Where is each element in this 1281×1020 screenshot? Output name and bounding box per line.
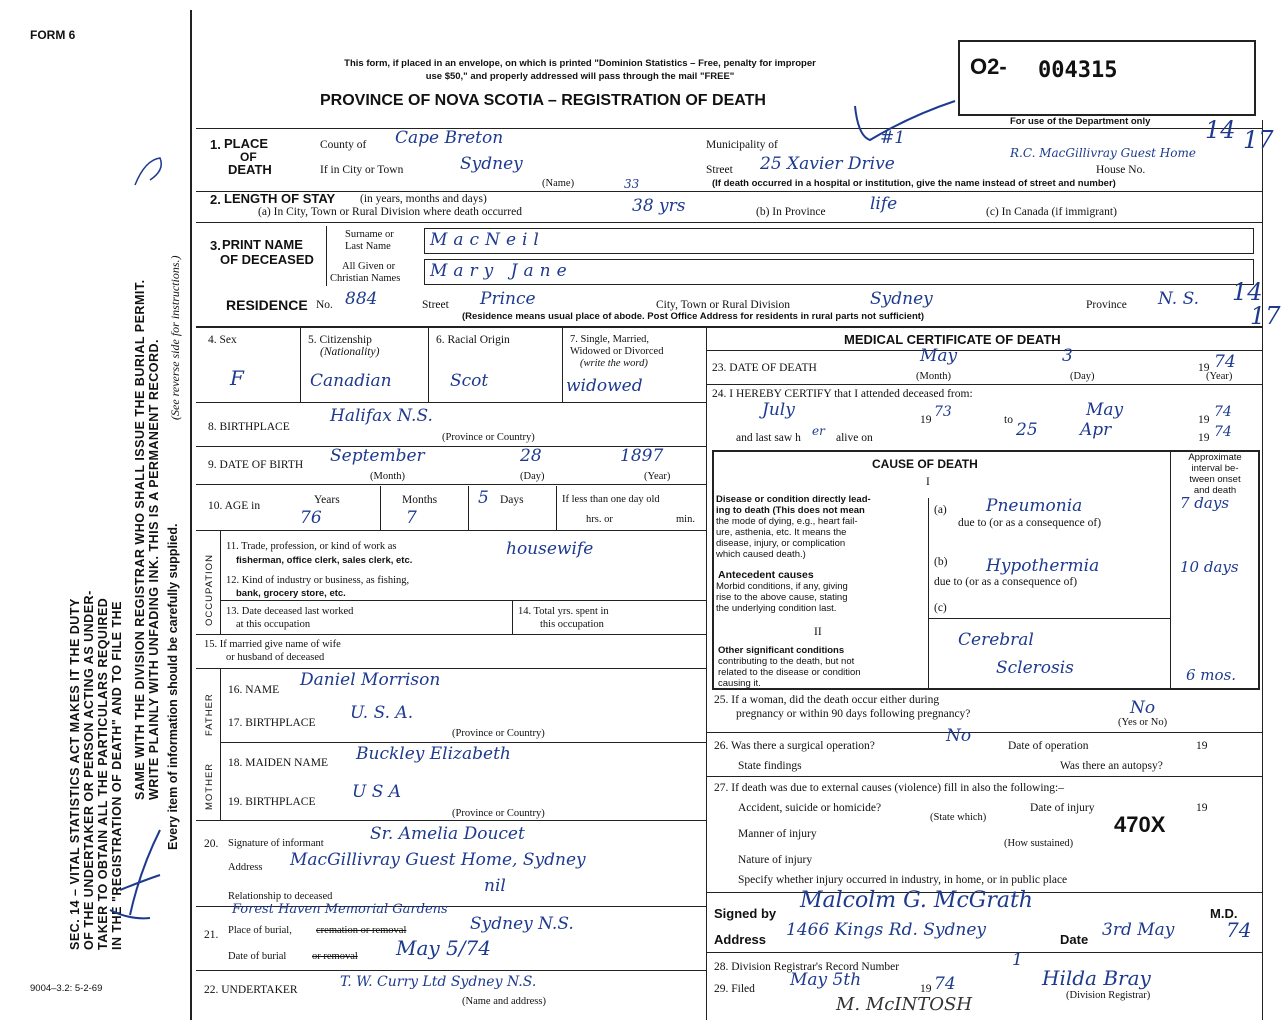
res-no-value: 884 xyxy=(345,289,378,309)
stay-correction: 33 xyxy=(624,177,640,191)
disease-label: the mode of dying, e.g., heart fail- xyxy=(716,516,858,527)
of-deceased-label: OF DECEASED xyxy=(220,252,314,267)
mother-label: MOTHER xyxy=(204,762,215,810)
cremation-label: cremation or removal xyxy=(316,925,407,936)
bottom-name: M. McINTOSH xyxy=(836,994,973,1015)
burial-label: Place of burial, xyxy=(228,925,292,936)
page-title: PROVINCE OF NOVA SCOTIA – REGISTRATION OF DEATH xyxy=(320,92,766,109)
total-label2: this occupation xyxy=(540,619,604,630)
last-worked-label: 13. Date deceased last worked xyxy=(226,606,354,617)
last-year: 74 xyxy=(1214,424,1232,440)
item-number: 2. xyxy=(210,192,221,207)
divider xyxy=(196,191,1262,192)
divider xyxy=(706,776,1262,777)
pregnancy-label2: pregnancy or within 90 days following pregnancy? xyxy=(736,708,971,720)
last-worked-label2: at this occupation xyxy=(236,619,311,630)
caption: (Year) xyxy=(1206,371,1233,382)
margin-initials-mark xyxy=(130,150,170,190)
father-label: FATHER xyxy=(204,693,215,736)
age-months: 7 xyxy=(406,508,417,528)
margin-line3: TAKER TO OBTAIN ALL THE PARTICULARS REQUIRED xyxy=(96,597,110,950)
last-saw-label: and last saw h xyxy=(736,432,801,444)
death-day: 3 xyxy=(1062,346,1073,366)
municipality-label: Municipality of xyxy=(706,139,778,151)
res-street-value: Prince xyxy=(480,289,536,309)
house-label: House No. xyxy=(1096,164,1146,176)
in-city-label: (a) In City, Town or Rural Division where death occurred xyxy=(258,206,522,218)
operation-date-label: Date of operation xyxy=(1008,740,1089,752)
right-border xyxy=(1262,120,1263,1020)
citizenship-label: 5. Citizenship xyxy=(308,334,372,346)
divider xyxy=(196,128,1262,129)
informant-address-value: MacGillivray Guest Home, Sydney xyxy=(290,850,586,870)
caption: (Month) xyxy=(370,471,405,482)
from-month: July xyxy=(762,400,795,420)
surgical-label: 26. Was there a surgical operation? xyxy=(714,740,875,752)
res-province-label: Province xyxy=(1086,299,1127,311)
death-year: 74 xyxy=(1214,352,1236,372)
margin-line2: OF THE UNDERTAKER OR PERSON ACTING AS UNDER- xyxy=(82,590,96,950)
him-her-value: er xyxy=(812,424,825,438)
relationship-value: nil xyxy=(484,876,506,896)
industry-label2: bank, grocery store, etc. xyxy=(236,588,346,599)
other-a-value: Cerebral xyxy=(958,630,1034,650)
nineteen: 19 xyxy=(920,983,932,995)
birthplace-label: 8. BIRTHPLACE xyxy=(208,421,290,433)
age-years: 76 xyxy=(300,508,322,528)
surname-value: MacNeil xyxy=(430,230,545,250)
other-label: contributing to the death, but not xyxy=(718,656,855,667)
disease-label: Disease or condition directly lead- xyxy=(716,494,871,505)
divider xyxy=(196,970,706,971)
informant-address-label: Address xyxy=(228,862,263,873)
antecedent-text: Morbid conditions, if any, giving xyxy=(716,581,848,592)
divider xyxy=(300,326,301,402)
divider xyxy=(220,668,221,820)
caption: (Year) xyxy=(644,471,671,482)
disease-label: ure, asthenia, etc. It means the xyxy=(716,527,847,538)
divider xyxy=(1170,450,1171,690)
to-month: May xyxy=(1086,400,1124,420)
divider xyxy=(220,600,706,601)
sign-year-value: 74 xyxy=(1226,918,1252,942)
findings-label: State findings xyxy=(738,760,802,772)
nineteen: 19 xyxy=(1198,414,1210,426)
antecedent-text: rise to the above cause, stating xyxy=(716,592,848,603)
divider xyxy=(512,600,513,634)
item-number: 21. xyxy=(204,929,219,941)
cause-title: CAUSE OF DEATH xyxy=(872,457,978,471)
coding-value: 470X xyxy=(1114,812,1166,837)
divider xyxy=(556,486,557,530)
burial-date-label: Date of burial xyxy=(228,951,287,962)
father-birthplace-value: U. S. A. xyxy=(350,703,414,723)
occupation-value: housewife xyxy=(506,539,594,559)
column-divider xyxy=(706,326,707,1020)
res-province-value: N. S. xyxy=(1158,289,1200,309)
manner-label: Manner of injury xyxy=(738,828,817,840)
burial-place-value: Sydney N.S. xyxy=(470,914,574,934)
interval-a-value: 7 days xyxy=(1180,494,1230,512)
res-note: (Residence means usual place of abode. Post Office Address for residents in rural parts not sufficient) xyxy=(462,311,925,322)
autopsy-label: Was there an autopsy? xyxy=(1060,760,1163,772)
mother-maiden-label: 18. MAIDEN NAME xyxy=(228,757,328,769)
cause-a-value: Pneumonia xyxy=(986,496,1083,516)
sign-date-label: Date xyxy=(1060,932,1089,947)
min-label: min. xyxy=(676,514,695,525)
city-label: If in City or Town xyxy=(320,164,404,176)
in-province-label: (b) In Province xyxy=(756,206,826,218)
margin-line7: Every item of information should be carefully supplied. xyxy=(166,523,180,850)
nineteen: 19 xyxy=(1198,432,1210,444)
undertaker-value: T. W. Curry Ltd Sydney N.S. xyxy=(340,974,537,990)
informant-label: Signature of informant xyxy=(228,838,324,849)
industry-label: 12. Kind of industry or business, as fishing, xyxy=(226,575,410,586)
divider xyxy=(928,498,929,690)
burial-place-top: Forest Haven Memorial Gardens xyxy=(232,902,448,917)
pregnancy-label: 25. If a woman, did the death occur either during xyxy=(714,694,940,706)
caption: (Division Registrar) xyxy=(1066,990,1151,1001)
margin-line1: SEC. 14 – VITAL STATISTICS ACT MAKES IT THE DUTY xyxy=(68,598,82,950)
from-year: 73 xyxy=(934,404,952,420)
roman-2: II xyxy=(814,626,822,638)
age-label: 10. AGE in xyxy=(208,500,261,512)
surname-label2: Last Name xyxy=(345,241,391,252)
marital-label: 7. Single, Married, xyxy=(570,334,650,345)
divider xyxy=(196,820,706,821)
divider xyxy=(928,618,1170,619)
street-value: 25 Xavier Drive xyxy=(760,154,895,174)
divider xyxy=(706,384,1262,385)
certify-label: 24. I HEREBY CERTIFY that I attended deceased from: xyxy=(712,388,973,400)
nature-label: Nature of injury xyxy=(738,854,813,866)
stay-province-value: life xyxy=(870,194,898,214)
divider xyxy=(706,952,1262,953)
racial-value: Scot xyxy=(450,371,489,391)
street-label: Street xyxy=(706,164,733,176)
mother-maiden-value: Buckley Elizabeth xyxy=(356,744,511,764)
residence-label: RESIDENCE xyxy=(226,297,308,313)
res-city-value: Sydney xyxy=(870,289,933,309)
divider xyxy=(428,326,429,402)
given-value: Mary Jane xyxy=(430,261,573,281)
nineteen: 19 xyxy=(1196,740,1208,752)
months-label: Months xyxy=(402,494,438,506)
record-number-label: 28. Division Registrar's Record Number xyxy=(714,961,900,973)
spouse-label: 15. If married give name of wife xyxy=(204,639,341,650)
surname-label: Surname or xyxy=(345,229,394,240)
father-name-value: Daniel Morrison xyxy=(300,670,441,690)
stay-city-value: 38 yrs xyxy=(632,196,686,216)
informant-value: Sr. Amelia Doucet xyxy=(370,824,525,844)
burial-date-value: May 5/74 xyxy=(396,936,491,960)
cause-c-label: (c) xyxy=(934,602,947,614)
roman-1: I xyxy=(926,476,930,488)
md-label: M.D. xyxy=(1210,906,1238,921)
divider xyxy=(220,530,221,634)
to-label: to xyxy=(1004,414,1013,426)
divider xyxy=(196,484,706,485)
trade-label2: fisherman, office clerk, sales clerk, etc. xyxy=(236,555,413,566)
due-to-label: due to (or as a consequence of) xyxy=(934,576,1078,588)
name-caption: (Name) xyxy=(542,178,575,189)
medical-cert-title: MEDICAL CERTIFICATE OF DEATH xyxy=(844,332,1061,347)
less-than-label: If less than one day old xyxy=(562,494,660,505)
pregnancy-value: No xyxy=(1130,698,1156,718)
notice-line1: This form, if placed in an envelope, on which is printed "Dominion Statistics – Free, penalty for improper xyxy=(344,58,816,69)
interval-b-value: 10 days xyxy=(1180,558,1239,576)
margin-note: 17 xyxy=(1243,126,1274,154)
divider xyxy=(196,530,706,531)
marital-label2: Widowed or Divorced xyxy=(570,346,664,357)
age-days: 5 xyxy=(478,488,489,508)
citizenship-value: Canadian xyxy=(310,371,392,391)
margin-note: 14 xyxy=(1205,116,1236,144)
dob-month: September xyxy=(330,446,425,466)
margin-line5: SAME WITH THE DIVISION REGISTRAR WHO SHALL ISSUE THE BURIAL PERMIT. xyxy=(133,279,147,800)
other-interval-value: 6 mos. xyxy=(1186,666,1237,684)
margin-note: 17 xyxy=(1250,302,1281,330)
interval-line: interval be- xyxy=(1191,463,1239,474)
father-birthplace-label: 17. BIRTHPLACE xyxy=(228,717,316,729)
dob-year: 1897 xyxy=(620,446,664,466)
divider xyxy=(380,486,381,530)
surname-boxes xyxy=(424,228,1254,254)
caption: (Province or Country) xyxy=(452,728,545,739)
to-year: 74 xyxy=(1214,404,1232,420)
divider xyxy=(706,350,1262,351)
res-street-label: Street xyxy=(422,299,449,311)
divider xyxy=(562,326,563,402)
margin-line4: IN THE "REGISTRATION OF DEATH" AND TO FILE THE xyxy=(110,601,124,950)
caption: (Province or Country) xyxy=(452,808,545,819)
interval-header xyxy=(1172,452,1258,496)
years-label: Years xyxy=(314,494,340,506)
caption: (Name and address) xyxy=(462,996,546,1007)
item-number: 20. xyxy=(204,838,219,850)
signed-by-label: Signed by xyxy=(714,906,777,921)
reg-prefix: O2- xyxy=(970,54,1007,79)
nineteen: 19 xyxy=(920,414,932,426)
caption: (Day) xyxy=(1070,371,1095,382)
res-no-label: No. xyxy=(316,299,333,311)
sex-label: 4. Sex xyxy=(208,334,237,346)
caption: (Day) xyxy=(520,471,545,482)
divider xyxy=(196,326,1262,328)
mother-birthplace-value: U S A xyxy=(352,782,402,802)
res-city-label: City, Town or Rural Division xyxy=(656,299,791,311)
sign-date-value: 3rd May xyxy=(1102,920,1175,940)
check-mark xyxy=(850,96,960,146)
in-canada-label: (c) In Canada (if immigrant) xyxy=(986,206,1117,218)
death-month: May xyxy=(920,346,958,366)
filed-label: 29. Filed xyxy=(714,983,755,995)
caption: (Yes or No) xyxy=(1118,717,1168,728)
given-label2: Christian Names xyxy=(330,273,401,284)
injury-date-label: Date of injury xyxy=(1030,802,1095,814)
registrar-signature: Hilda Bray xyxy=(1042,966,1151,990)
death-label: DEATH xyxy=(228,162,272,177)
registration-number-box xyxy=(958,40,1256,116)
divider xyxy=(326,226,327,286)
spouse-label2: or husband of deceased xyxy=(226,652,325,663)
municipality-value: #1 xyxy=(880,128,906,148)
institution-value: R.C. MacGillivray Guest Home xyxy=(1010,146,1196,160)
left-border xyxy=(190,10,192,1020)
divider xyxy=(220,742,706,743)
cause-a-label: (a) xyxy=(934,504,947,516)
mother-birthplace-label: 19. BIRTHPLACE xyxy=(228,796,316,808)
birthplace-value: Halifax N.S. xyxy=(330,406,433,426)
date-death-label: 23. DATE OF DEATH xyxy=(712,362,817,374)
dept-use: For use of the Department only xyxy=(1010,116,1151,127)
occupation-label: OCCUPATION xyxy=(204,554,215,626)
other-label: related to the disease or condition xyxy=(718,667,861,678)
relationship-label: Relationship to deceased xyxy=(228,891,333,902)
stay-label: LENGTH OF STAY xyxy=(224,191,336,206)
sex-value: F xyxy=(230,366,244,390)
nineteen: 19 xyxy=(1198,362,1210,374)
county-label: County of xyxy=(320,139,367,151)
disease-label: which caused death.) xyxy=(716,549,806,560)
print-name-label: PRINT NAME xyxy=(222,237,303,252)
place-label: PLACE xyxy=(224,136,269,151)
interval-line: tween onset xyxy=(1189,474,1241,485)
father-name-label: 16. NAME xyxy=(228,684,280,696)
other-label: causing it. xyxy=(718,678,761,689)
caption: (Month) xyxy=(916,371,951,382)
reg-number: 004315 xyxy=(1038,58,1118,83)
interval-line: and death xyxy=(1193,485,1237,496)
form-code: 9004–3.2: 5-2-69 xyxy=(30,983,103,994)
doctor-signature: Malcolm G. McGrath xyxy=(800,888,1033,913)
days-label: Days xyxy=(500,494,524,506)
last-day: 25 xyxy=(1016,420,1038,440)
due-to-label: due to (or as a consequence of) xyxy=(958,517,1102,529)
other-label: Other significant conditions xyxy=(718,645,845,656)
total-label: 14. Total yrs. spent in xyxy=(518,606,609,617)
last-month: Apr xyxy=(1080,420,1112,440)
margin-note: 14 xyxy=(1232,278,1263,306)
cause-b-value: Hypothermia xyxy=(986,556,1100,576)
county-value: Cape Breton xyxy=(395,128,504,148)
nineteen: 19 xyxy=(1196,802,1208,814)
form-label: FORM 6 xyxy=(30,28,76,42)
accident-label: Accident, suicide or homicide? xyxy=(738,802,882,814)
given-label: All Given or xyxy=(342,261,396,272)
marital-label3: (write the word) xyxy=(580,358,648,369)
doctor-address-value: 1466 Kings Rd. Sydney xyxy=(786,920,986,940)
hospital-note: (If death occurred in a hospital or institution, give the name instead of street and number) xyxy=(712,178,1116,189)
trade-label: 11. Trade, profession, or kind of work as xyxy=(226,541,397,552)
record-number-value: 1 xyxy=(1012,950,1023,970)
stay-units: (in years, months and days) xyxy=(360,193,487,205)
margin-line6: WRITE PLAINLY WITH UNFADING INK. THIS IS A PERMANENT RECORD. xyxy=(147,338,161,800)
racial-label: 6. Racial Origin xyxy=(436,334,510,346)
hrs-label: hrs. or xyxy=(586,514,613,525)
divider xyxy=(196,402,706,403)
marital-value: widowed xyxy=(566,376,643,396)
doctor-address-label: Address xyxy=(714,932,767,947)
divider xyxy=(196,222,1262,223)
alive-on-label: alive on xyxy=(836,432,873,444)
disease-label: disease, injury, or complication xyxy=(716,538,846,549)
disease-label: ing to death (This does not mean xyxy=(716,505,865,516)
antecedent-label: Antecedent causes xyxy=(718,569,814,581)
removal-label: or removal xyxy=(312,951,358,962)
specify-label: Specify whether injury occurred in industry, in home, or in public place xyxy=(738,874,1068,886)
caption: (Province or Country) xyxy=(442,432,535,443)
undertaker-label: 22. UNDERTAKER xyxy=(204,984,298,996)
dob-label: 9. DATE OF BIRTH xyxy=(208,459,304,471)
caption: (State which) xyxy=(930,812,987,823)
external-label: 27. If death was due to external causes (violence) fill in also the following:– xyxy=(714,782,1065,794)
filed-year: 74 xyxy=(934,974,956,994)
dob-day: 28 xyxy=(520,446,542,466)
caption: (How sustained) xyxy=(1004,838,1074,849)
notice-line2: use $50," and properly addressed will pass through the mail "FREE" xyxy=(425,71,735,82)
antecedent-text: the underlying condition last. xyxy=(716,603,837,614)
item-number: 3. xyxy=(210,238,221,253)
margin-line8: (See reverse side for instructions.) xyxy=(168,255,182,420)
nationality-label: (Nationality) xyxy=(320,346,380,358)
interval-line: Approximate xyxy=(1188,452,1242,463)
of-label: OF xyxy=(240,150,257,164)
divider xyxy=(706,732,1262,733)
city-value: Sydney xyxy=(460,154,523,174)
item-number: 1. xyxy=(210,137,221,152)
divider xyxy=(196,668,706,669)
filed-value: May 5th xyxy=(790,970,862,990)
surgical-value: No xyxy=(946,726,972,746)
margin-signature-mark xyxy=(100,820,180,930)
divider xyxy=(196,634,706,635)
cause-b-label: (b) xyxy=(934,556,948,568)
other-b-value: Sclerosis xyxy=(996,658,1074,678)
divider xyxy=(468,486,469,530)
